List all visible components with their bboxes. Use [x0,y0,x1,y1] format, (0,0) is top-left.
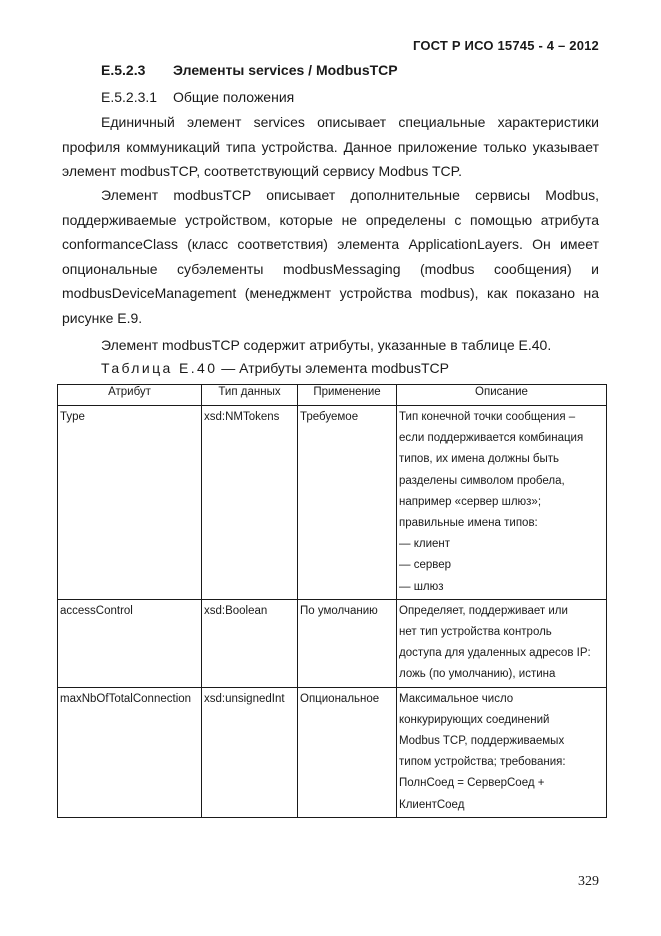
table-header-row [58,385,607,406]
description-line: разделены символом пробела, [399,474,565,487]
paragraph-attributes: Элемент modbusTCP содержит атрибуты, указанные в таблице E.40. [101,337,552,353]
document-code: ГОСТ Р ИСО 15745 - 4 – 2012 [412,38,599,53]
table-row [58,406,607,600]
cell-description [397,687,607,817]
cell-attribute: Type [58,406,202,600]
cell-attribute: maxNbOfTotalConnection [58,687,202,817]
attributes-table [57,384,607,818]
cell-data-type: xsd:unsignedInt [202,687,298,817]
table-caption [101,360,449,376]
subsection-heading [101,89,294,105]
subsection-title: Общие положения [173,89,295,105]
header-attribute: Атрибут [58,385,202,406]
description-line: КлиентСоед [399,798,465,811]
subsection-number: E.5.2.3.1 [101,89,158,105]
description-line: ложь (по умолчанию), истина [399,668,556,681]
cell-description [397,599,607,687]
description-line: — сервер [399,559,452,572]
cell-usage: Требуемое [298,406,397,600]
cell-description [397,406,607,600]
cell-data-type: xsd:Boolean [202,599,298,687]
description-line: Тип конечной точки сообщения – [399,411,576,423]
description-line: доступа для удаленных адресов IP: [399,647,591,660]
description-line: если поддерживается комбинация [399,432,584,445]
paragraph-services: Единичный элемент services описывает специальные характеристики профиля коммуникаций типа устройства. Данное приложение только указывает элемент modbusTCP, соответствующий сервису Modbus TCP. [62,114,599,180]
paragraph-modbustcp: Элемент modbusTCP описывает дополнительные сервисы Modbus, поддерживаемые устройством, которые не определены с помощью атрибута conformanceClass (класс соответствия) элемента ApplicationLayers. Он имеет опциональные субэлементы modbusMessaging (modbus сообщения) и modbusDeviceManagement (менеджмент устройства modbus), как показано на рисунке E.9. [62,187,599,326]
table-caption-label: Таблица E.40 [101,360,218,376]
description-line: правильные имена типов: [399,517,538,530]
section-title: Элементы services / ModbusTCP [173,62,398,78]
description-line: конкурирующих соединений [399,713,550,726]
header-description: Описание [397,385,607,406]
cell-usage: По умолчанию [298,599,397,687]
table-caption-title: — Атрибуты элемента modbusTCP [217,360,449,376]
description-line: ПолнСоед = СерверСоед + [399,777,545,790]
description-line: например «сервер шлюз»; [399,495,542,508]
description-line: типом устройства; требования: [399,756,566,769]
description-line: Максимальное число [399,692,514,705]
table-row [58,687,607,817]
description-line: — клиент [399,538,451,551]
cell-data-type: xsd:NMTokens [202,406,298,600]
section-heading [101,62,398,78]
description-line: Определяет, поддерживает или [399,604,568,617]
description-line: — шлюз [399,580,444,593]
cell-attribute: accessControl [58,599,202,687]
header-data-type: Тип данных [202,385,298,406]
header-usage: Применение [298,385,397,406]
cell-usage: Опциональное [298,687,397,817]
description-line: нет тип устройства контроль [399,626,552,639]
description-line: типов, их имена должны быть [399,453,560,466]
description-line: Modbus TCP, поддерживаемых [399,735,565,748]
section-number: E.5.2.3 [101,62,146,78]
page-number: 329 [578,874,599,889]
table-row [58,599,607,687]
